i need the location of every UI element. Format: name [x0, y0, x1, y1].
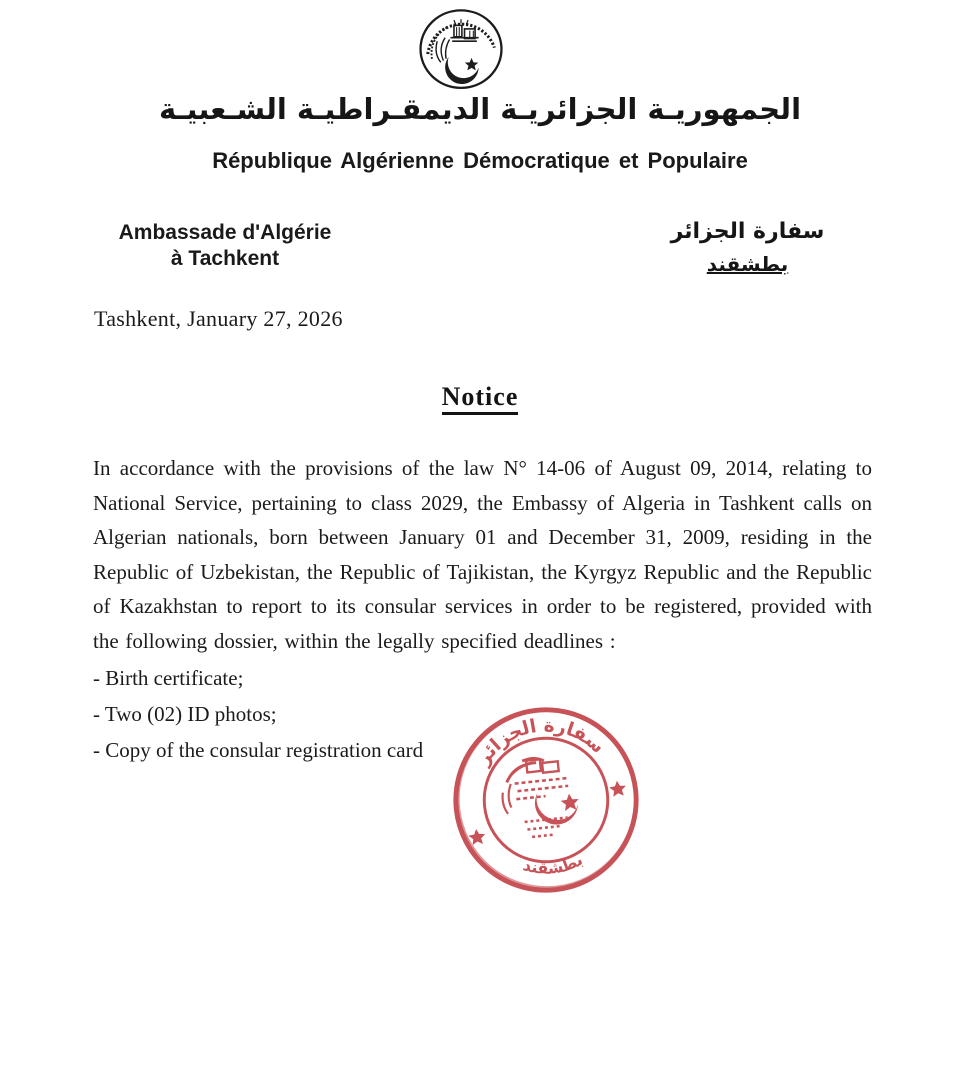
sender-city-french: à Tachkent	[170, 247, 280, 270]
stamp-text-top: سفارة الجزائر	[472, 715, 609, 769]
notice-title	[0, 382, 960, 412]
sender-name-french: Ambassade d'Algérie	[118, 221, 332, 244]
sender-block-french	[100, 220, 350, 272]
dateline: Tashkent, January 27, 2026	[94, 306, 343, 331]
requirement-consular-card: - Copy of the consular registration card	[93, 738, 424, 762]
sender-block-arabic	[630, 216, 865, 280]
stamp-text-bottom: بطشقند	[521, 849, 586, 878]
notice-paragraph: In accordance with the provisions of the law N° 14-06 of August 09, 2014, relating to National Service, pertaining to class 2029, the Embassy of Algeria in Tashkent calls on Algerian nationals, born between January 01 and December 31, 2009, residing in the Republic of Uzbekistan, the Republic of Tajikistan, the Kyrgyz Republic and the Republic of Kazakhstan to report to its consular services in order to be registered, provided with the following dossier, within the legally specified deadlines :	[93, 456, 872, 653]
sender-name-arabic: سفارة الجزائر	[670, 219, 825, 244]
country-title-arabic: الجمهوريـة الجزائريـة الديمقـراطيـة الشـعبيـة	[158, 92, 802, 126]
algeria-state-emblem-icon	[415, 6, 507, 94]
requirement-birth-certificate: - Birth certificate;	[93, 666, 244, 690]
sender-city-arabic: بطشقند	[706, 252, 789, 276]
country-title-french: République Algérienne Démocratique et Populaire	[212, 148, 748, 173]
requirement-id-photos: - Two (02) ID photos;	[93, 702, 277, 726]
notice-title-text: Notice	[442, 382, 519, 415]
svg-text:بطشقند	[519, 849, 586, 881]
embassy-round-stamp-icon	[436, 692, 655, 908]
